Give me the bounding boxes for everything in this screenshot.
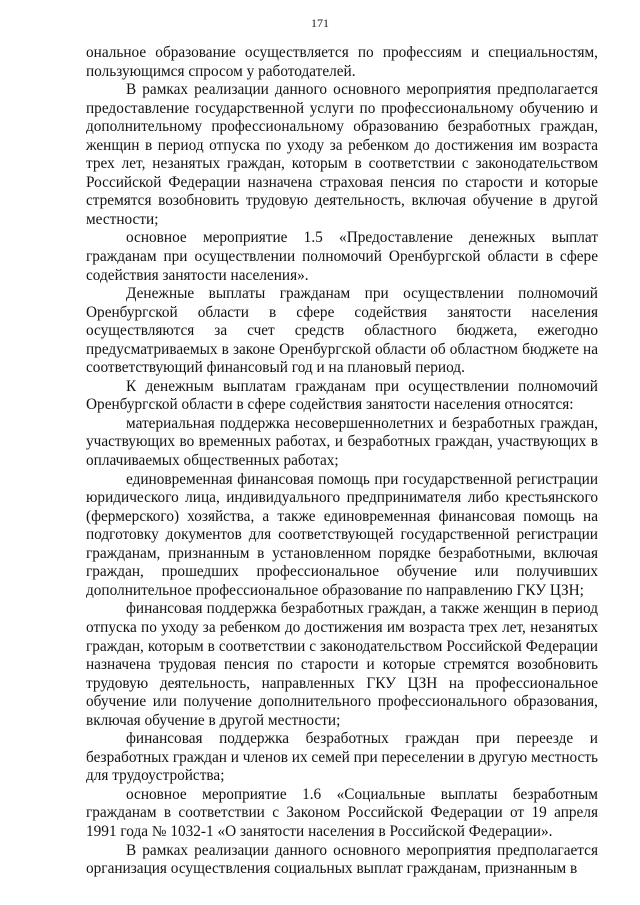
page-number: 171 <box>311 16 329 30</box>
paragraph-4: Денежные выплаты гражданам при осуществлении полномочий Оренбургской области в сфере содействия занятости населения осуществляются за счет средств областного бюджета, ежегодно предусматриваемых в законе Оренбургской области об областном бюджете на соответствующий финансовый год и на плановый период. <box>86 285 598 377</box>
paragraph-10: основное мероприятие 1.6 «Социальные выплаты безработным гражданам в соответствии с Законом Российской Федерации от 19 апреля 1991 года № 1032-1 «О занятости населения в Российской Федерации». <box>86 785 598 840</box>
paragraph-2: В рамках реализации данного основного мероприятия предполагается предоставление государственной услуги по профессиональному обучению и дополнительному профессиональному образованию безработных граждан, женщин в период отпуска по уходу за ребенком до достижения им возраста трех лет, незанятых граждан, которым в соответствии с законодательством Российской Федерации назначена страховая пенсия по старости и которые стремятся возобновить трудовую деятельность, включая обучение в другой местности; <box>86 81 598 228</box>
paragraph-8: финансовая поддержка безработных граждан, а также женщин в период отпуска по уходу за ребенком до достижения им возраста трех лет, незанятых граждан, которым в соответствии с законодательством Российской Федерации назначена трудовая пенсия по старости и которые стремятся возобновить трудовую деятельность, направленных ГКУ ЦЗН на профессиональное обучение или получение дополнительного профессионального образования, включая обучение в другой местности; <box>86 600 598 729</box>
paragraph-7: единовременная финансовая помощь при государственной регистрации юридического лица, индивидуального предпринимателя либо крестьянского (фермерского) хозяйства, а также единовременная финансовая помощь на подготовку документов для соответствующей государственной регистрации гражданам, признанным в установленном порядке безработными, включая граждан, прошедших профессиональное обучение или получивших дополнительное профессиональное образование по направлению ГКУ ЦЗН; <box>86 470 598 599</box>
paragraph-11: В рамках реализации данного основного мероприятия предполагается организация осуществления социальных выплат гражданам, признанным в <box>86 841 598 878</box>
document-body <box>86 44 598 879</box>
paragraph-9: финансовая поддержка безработных граждан при переезде и безработных граждан и членов их семей при переселении в другую местность для трудоустройства; <box>86 730 598 785</box>
paragraph-1: ональное образование осуществляется по профессиям и специальностям, пользующимся спросом у работодателей. <box>86 44 598 80</box>
paragraph-5: К денежным выплатам гражданам при осуществлении полномочий Оренбургской области в сфере содействия занятости населения относятся: <box>86 377 598 414</box>
paragraph-6: материальная поддержка несовершеннолетних и безработных граждан, участвующих во временных работах, и безработных граждан, участвующих в оплачиваемых общественных работах; <box>86 414 598 470</box>
paragraph-3: основное мероприятие 1.5 «Предоставление денежных выплат гражданам при осуществлении полномочий Оренбургской области в сфере содействия занятости населения». <box>86 229 598 284</box>
